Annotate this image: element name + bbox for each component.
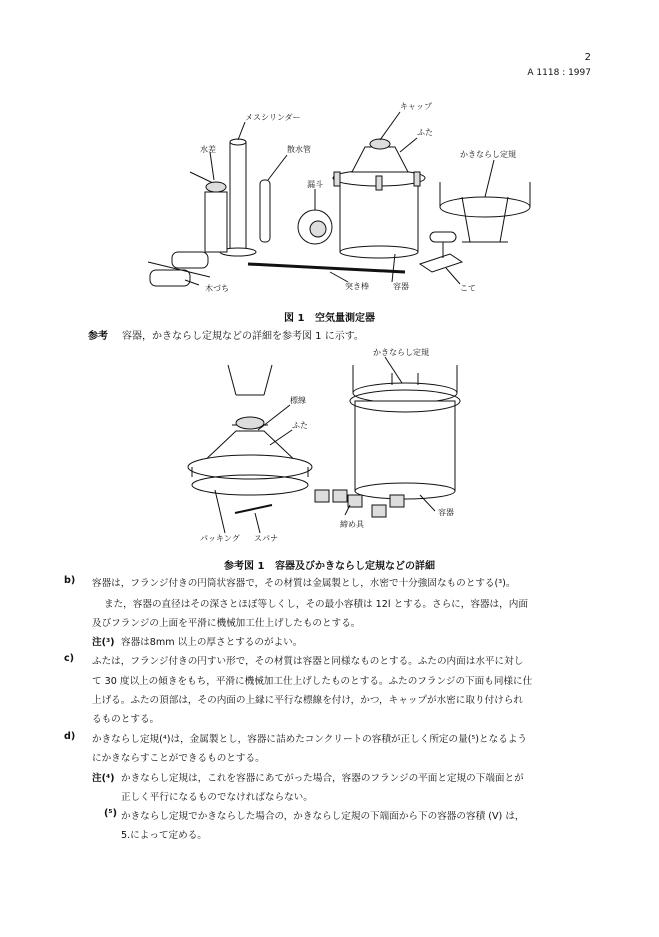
reference-note — [88, 327, 364, 342]
standard-id: A 1118 : 1997 — [527, 68, 591, 78]
item-c-line-2: て 30 度以上の傾きをもち，平滑に機械加工仕上げしたものとする。ふたのフランジの下面も同様に仕 — [92, 676, 533, 687]
label-trowel: こて — [460, 284, 476, 293]
reference-text: 容器，かきならし定規などの詳細を参考図 1 に示す。 — [122, 331, 364, 342]
spanner-drawing — [235, 505, 272, 513]
reference-figure-1-title: 容器及びかきならし定規などの詳細 — [274, 561, 435, 572]
funnel-drawing — [298, 210, 332, 244]
item-b-note-text: 容器は8mm 以上の厚さとするのがよい。 — [121, 637, 303, 648]
item-d-note4-line-2: 正しく平行になるものでなければならない。 — [121, 792, 313, 803]
trowel-drawing — [420, 232, 462, 272]
page-number: 2 — [584, 52, 591, 63]
item-d-note5-line-1: かきならし定規でかきならした場合の，かきならし定規の下端面から下の容器の容積 (V) は， — [121, 811, 525, 822]
container-drawing — [333, 139, 425, 258]
label-tamping-rod: 突き棒 — [345, 282, 369, 291]
water-dipper-drawing — [190, 172, 227, 252]
label-water-dipper: 水差 — [200, 145, 216, 154]
item-c-key: c) — [64, 653, 75, 664]
item-d-line-1: かきならし定規(⁴)は，金属製とし，容器に詰めたコンクリートの容積が正しく所定の量(⁵)となるよう — [92, 734, 528, 745]
figure-1-caption — [0, 309, 659, 324]
item-c-line-4: るものとする。 — [92, 714, 160, 725]
label-leveling-ruler-2: かきならし定規 — [373, 348, 429, 357]
item-d-note5-line-2: 5.によって定める。 — [121, 830, 207, 841]
label-gauge-line: 標線 — [290, 396, 306, 405]
figure-1-apparatus — [0, 92, 659, 302]
item-d-key: d) — [64, 731, 76, 742]
label-mallet: 木づち — [205, 284, 229, 293]
label-container: 容器 — [393, 282, 409, 291]
item-c-line-1: ふたは，フランジ付きの円すい形で，その材質は容器と同様なものとする。ふたの内面は水平に対し — [92, 656, 524, 667]
item-d-note5-key: (⁵) — [104, 808, 117, 819]
label-packing: パッキング — [200, 534, 240, 543]
label-spanner: スパナ — [254, 534, 278, 543]
item-b-note-key: 注(³) — [92, 637, 115, 648]
figure-1-title: 空気量測定器 — [314, 313, 375, 324]
item-b-key: b) — [64, 575, 76, 586]
item-d-note4-key: 注(⁴) — [92, 773, 115, 784]
label-funnel: 漏斗 — [307, 180, 323, 189]
label-leveling-ruler: かきならし定規 — [460, 150, 516, 159]
item-b-line-1: 容器は，フランジ付きの円筒状容器で，その材質は金属製とし，水密で十分強固なものとする(³)。 — [92, 578, 516, 589]
tamping-rod-drawing — [248, 264, 405, 272]
lid-detail-drawing — [188, 365, 312, 495]
mallet-drawing — [148, 252, 210, 286]
container-detail-drawing — [350, 365, 460, 499]
item-b-line-3: 及びフランジの上面を平滑に機械加工仕上げしたものとする。 — [92, 618, 361, 629]
reference-figure-1-number: 参考図 1 — [224, 561, 265, 572]
label-lid: ふた — [417, 128, 433, 137]
item-d-line-2: にかきならすことができるものとする。 — [92, 753, 265, 764]
label-cap: キャップ — [400, 102, 432, 111]
reference-figure-1-detail — [0, 345, 659, 550]
label-clamp: 締め具 — [340, 520, 364, 529]
item-b-line-2: また，容器の直径はその深さとほぼ等しくし，その最小容積は 12l とする。さらに，容器は，内面 — [104, 599, 528, 610]
figure-1-number: 図 1 — [284, 313, 305, 324]
reference-key: 参考 — [88, 331, 108, 342]
item-c-line-3: 上げる。ふたの頂部は，その内面の上縁に平行な標線を付け，かつ，キャップが水密に取り付けられ — [92, 695, 523, 706]
item-d-note4-line-1: かきならし定規は，これを容器にあてがった場合，容器のフランジの平面と定規の下端面とが — [121, 773, 524, 784]
label-sprinkler: 散水管 — [287, 145, 311, 154]
label-lid-2: ふた — [292, 421, 308, 430]
reference-figure-1-caption — [0, 557, 659, 572]
label-container-2: 容器 — [438, 508, 454, 517]
label-mess-cylinder: メスシリンダー — [245, 113, 301, 122]
sprinkler-tube-drawing — [260, 180, 270, 242]
